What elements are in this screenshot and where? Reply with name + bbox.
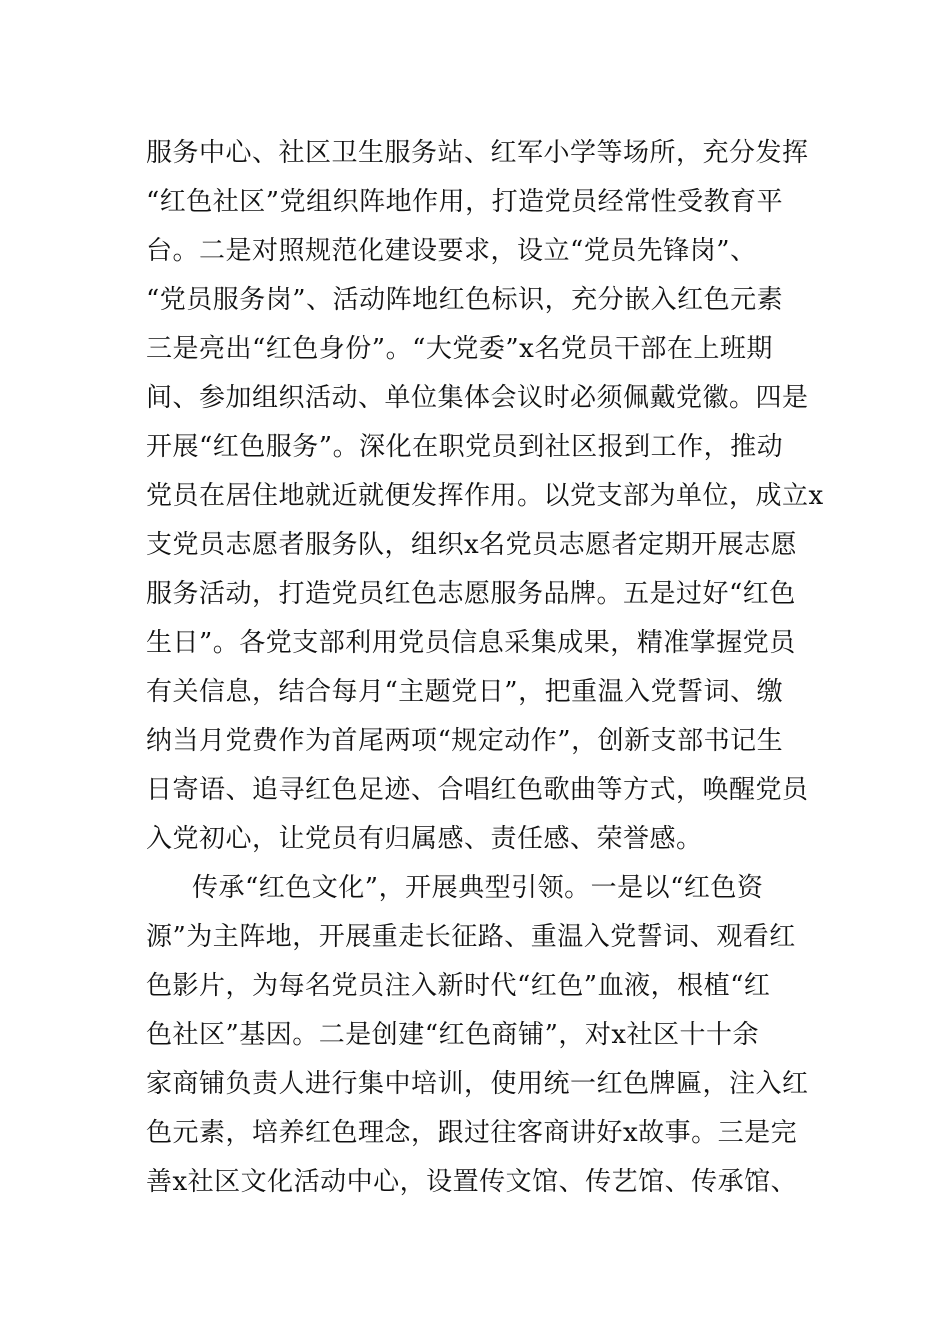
text-line: 服务活动，打造党员红色志愿服务品牌。五是过好“红色 bbox=[146, 579, 796, 609]
body-text bbox=[146, 129, 824, 1207]
text-line: 日寄语、追寻红色足迹、合唱红色歌曲等方式，唤醒党员 bbox=[146, 775, 809, 805]
text-line: 支党员志愿者服务队，组织x名党员志愿者定期开展志愿 bbox=[146, 530, 798, 560]
text-line: 间、参加组织活动、单位集体会议时必须佩戴党徽。四是 bbox=[146, 383, 809, 413]
text-line: “党员服务岗”、活动阵地红色标识，充分嵌入红色元素 bbox=[146, 285, 784, 315]
text-line: 台。二是对照规范化建设要求，设立“党员先锋岗”、 bbox=[146, 236, 757, 266]
text-line: 源”为主阵地，开展重走长征路、重温入党誓词、观看红 bbox=[146, 922, 796, 952]
text-line: 纳当月党费作为首尾两项“规定动作”，创新支部书记生 bbox=[146, 726, 784, 756]
text-line: 三是亮出“红色身份”。“大党委”x名党员干部在上班期 bbox=[146, 334, 773, 364]
text-line: 服务中心、社区卫生服务站、红军小学等场所，充分发挥 bbox=[146, 138, 809, 168]
text-line: “红色社区”党组织阵地作用，打造党员经常性受教育平 bbox=[146, 187, 784, 217]
paragraph-start-line: 传承“红色文化”，开展典型引领。一是以“红色资 bbox=[192, 873, 764, 903]
text-line: 色影片，为每名党员注入新时代“红色”血液，根植“红 bbox=[146, 971, 771, 1001]
text-line: 生日”。各党支部利用党员信息采集成果，精准掌握党员 bbox=[146, 628, 796, 658]
text-line: 善x社区文化活动中心，设置传文馆、传艺馆、传承馆、 bbox=[146, 1167, 798, 1197]
text-line: 开展“红色服务”。深化在职党员到社区报到工作，推动 bbox=[146, 432, 784, 462]
text-line: 有关信息，结合每月“主题党日”，把重温入党誓词、缴 bbox=[146, 677, 784, 707]
text-line: 入党初心，让党员有归属感、责任感、荣誉感。 bbox=[146, 824, 703, 854]
text-line: 色社区”基因。二是创建“红色商铺”，对x社区十十余 bbox=[146, 1020, 760, 1050]
text-line: 家商铺负责人进行集中培训，使用统一红色牌匾，注入红 bbox=[146, 1069, 809, 1099]
text-line: 色元素，培养红色理念，跟过往客商讲好x故事。三是完 bbox=[146, 1118, 798, 1148]
text-line: 党员在居住地就近就便发挥作用。以党支部为单位，成立x bbox=[146, 481, 824, 511]
